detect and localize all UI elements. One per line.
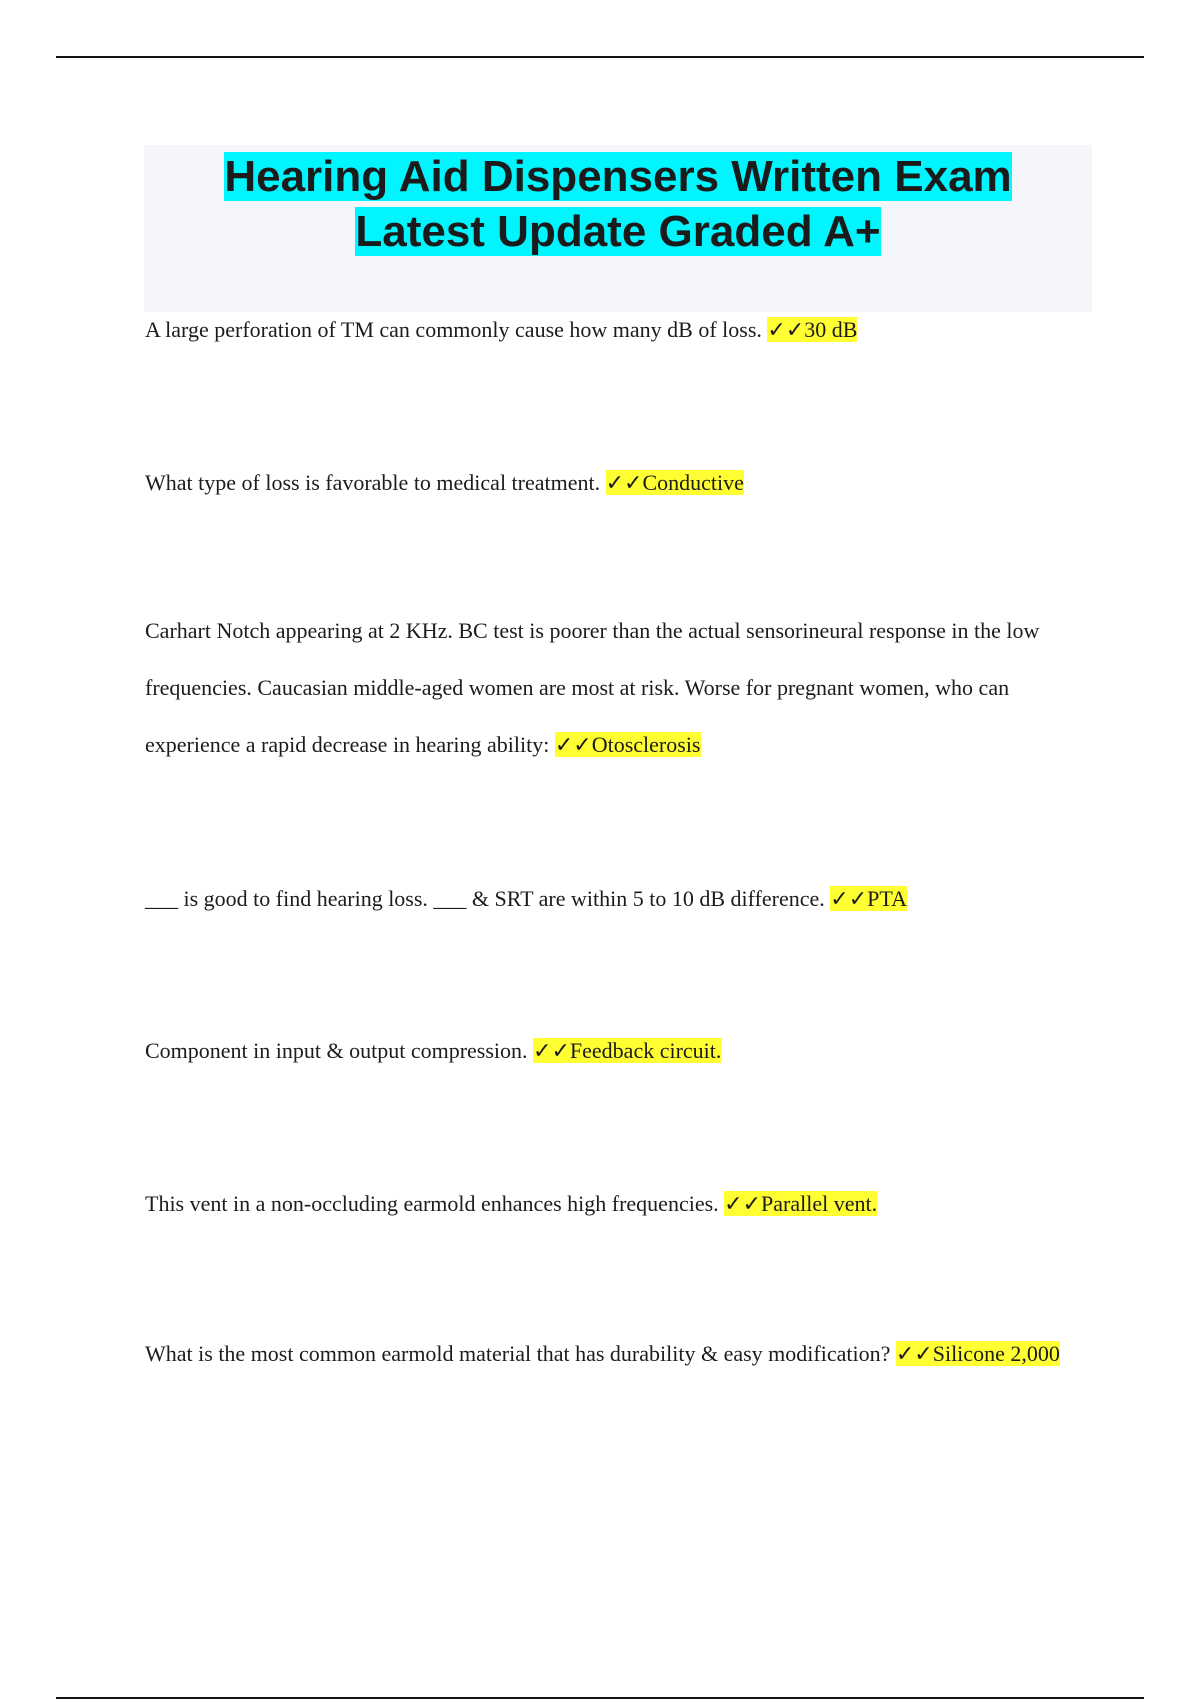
qa-item-7	[145, 1325, 1095, 1382]
question-text: ___ is good to find hearing loss. ___ & SRT are within 5 to 10 dB difference.	[145, 886, 825, 911]
qa-item-5	[145, 1022, 1095, 1079]
qa-item-1	[145, 301, 1095, 358]
question-text: What is the most common earmold material that has durability & easy modification?	[145, 1341, 891, 1366]
qa-item-4	[145, 870, 1095, 927]
question-text: What type of loss is favorable to medical treatment.	[145, 470, 601, 495]
answer-highlight: ✓✓PTA	[830, 886, 907, 911]
answer-highlight: ✓✓30 dB	[767, 317, 858, 342]
question-text: Component in input & output compression.	[145, 1038, 528, 1063]
question-text: A large perforation of TM can commonly cause how many dB of loss.	[145, 317, 762, 342]
question-text: Carhart Notch appearing at 2 KHz. BC test is poorer than the actual sensorineural response in the low frequencies. Caucasian middle-aged women are most at risk. Worse for pregnant women, who can experience a rapid decrease in hearing ability:	[145, 618, 1040, 757]
title-line-1: Hearing Aid Dispensers Written Exam	[224, 152, 1012, 201]
answer-highlight: ✓✓Parallel vent.	[724, 1191, 878, 1216]
answer-highlight: ✓✓Conductive	[605, 470, 744, 495]
document-title	[144, 145, 1092, 259]
answer-highlight: ✓✓Silicone 2,000	[895, 1341, 1060, 1366]
bottom-rule	[56, 1697, 1144, 1699]
qa-item-6	[145, 1175, 1095, 1232]
question-text: This vent in a non-occluding earmold enhances high frequencies.	[145, 1191, 719, 1216]
answer-highlight: ✓✓Feedback circuit.	[533, 1038, 722, 1063]
title-banner	[144, 145, 1092, 312]
title-line-2: Latest Update Graded A+	[355, 207, 881, 256]
qa-item-2	[145, 454, 1095, 511]
qa-item-3	[145, 602, 1095, 773]
top-rule	[56, 56, 1144, 58]
answer-highlight: ✓✓Otosclerosis	[554, 732, 701, 757]
